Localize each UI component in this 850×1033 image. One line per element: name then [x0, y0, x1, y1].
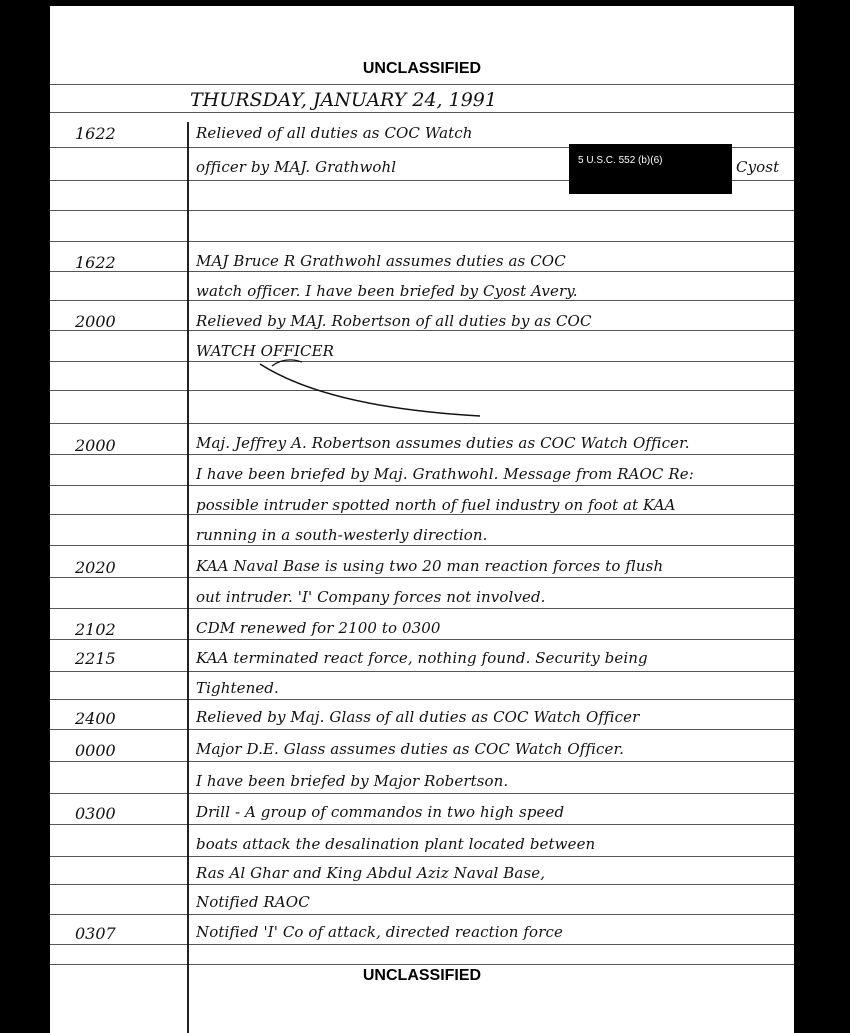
entry-text: Tightened.: [196, 679, 279, 697]
log-page: [50, 6, 794, 1033]
ruled-line: [50, 884, 794, 885]
ruled-line: [50, 856, 794, 857]
ruled-line: [50, 699, 794, 700]
entry-time: 0000: [75, 741, 116, 760]
entry-text: I have been briefed by Maj. Grathwohl. Message from RAOC Re:: [196, 465, 694, 483]
entry-text: Relieved by MAJ. Robertson of all duties by as COC: [196, 312, 592, 330]
entry-text: Drill - A group of commandos in two high speed: [196, 803, 565, 821]
ruled-line: [50, 964, 794, 965]
time-column-divider: [187, 122, 189, 1033]
classification-header: UNCLASSIFIED: [362, 60, 482, 77]
entry-time: 2000: [75, 312, 116, 331]
ruled-line: [50, 671, 794, 672]
ruled-line: [50, 639, 794, 640]
left-scan-border: [0, 0, 50, 1033]
entry-time: 0307: [75, 924, 116, 943]
ruled-line: [50, 545, 794, 546]
ruled-line: [50, 241, 794, 242]
ruled-line: [50, 485, 794, 486]
entry-time: 0300: [75, 804, 116, 823]
entry-text: out intruder. 'I' Company forces not involved.: [196, 588, 546, 606]
entry-time: 1622: [75, 124, 116, 143]
entry-text: running in a south-westerly direction.: [196, 526, 488, 544]
entry-text: officer by MAJ. Grathwohl: [196, 158, 397, 176]
entry-text: WATCH OFFICER: [196, 342, 335, 360]
ruled-line: [50, 608, 794, 609]
ruled-line: [50, 84, 794, 85]
ruled-line: [50, 761, 794, 762]
entry-time: 2020: [75, 558, 116, 577]
entry-text: possible intruder spotted north of fuel industry on foot at KAA: [196, 496, 676, 514]
entry-text: Cyost: [736, 158, 780, 176]
ruled-line: [50, 914, 794, 915]
entry-time: 1622: [75, 253, 116, 272]
ruled-line: [50, 514, 794, 515]
entry-text: MAJ Bruce R Grathwohl assumes duties as COC: [196, 252, 566, 270]
ruled-line: [50, 577, 794, 578]
entry-text: Relieved of all duties as COC Watch: [196, 124, 473, 142]
entry-text: Relieved by Maj. Glass of all duties as COC Watch Officer: [196, 708, 640, 726]
entry-text: watch officer. I have been briefed by Cyost Avery.: [196, 282, 578, 300]
entry-text: KAA terminated react force, nothing found. Security being: [196, 649, 648, 667]
strike-scribble: [250, 356, 490, 426]
entry-text: boats attack the desalination plant located between: [196, 835, 596, 853]
entry-text: KAA Naval Base is using two 20 man reaction forces to flush: [196, 557, 664, 575]
entry-time: 2400: [75, 709, 116, 728]
ruled-line: [50, 944, 794, 945]
ruled-line: [50, 112, 794, 113]
redaction-box: 5 U.S.C. 552 (b)(6): [569, 144, 732, 194]
right-scan-border: [794, 0, 850, 1033]
log-date: THURSDAY, JANUARY 24, 1991: [190, 89, 497, 111]
entry-text: CDM renewed for 2100 to 0300: [196, 619, 441, 637]
entry-time: 2000: [75, 436, 116, 455]
entry-time: 2215: [75, 649, 116, 668]
entry-text: Notified 'I' Co of attack, directed reaction force: [196, 923, 563, 941]
entry-text: Maj. Jeffrey A. Robertson assumes duties as COC Watch Officer.: [196, 434, 690, 452]
entry-text: Ras Al Ghar and King Abdul Aziz Naval Base,: [196, 864, 546, 882]
ruled-line: [50, 793, 794, 794]
classification-footer: UNCLASSIFIED: [362, 967, 482, 984]
entry-text: I have been briefed by Major Robertson.: [196, 772, 509, 790]
ruled-line: [50, 729, 794, 730]
entry-text: Major D.E. Glass assumes duties as COC Watch Officer.: [196, 740, 624, 758]
ruled-line: [50, 210, 794, 211]
ruled-line: [50, 824, 794, 825]
ruled-line: [50, 300, 794, 301]
entry-text: Notified RAOC: [196, 893, 310, 911]
entry-time: 2102: [75, 620, 116, 639]
